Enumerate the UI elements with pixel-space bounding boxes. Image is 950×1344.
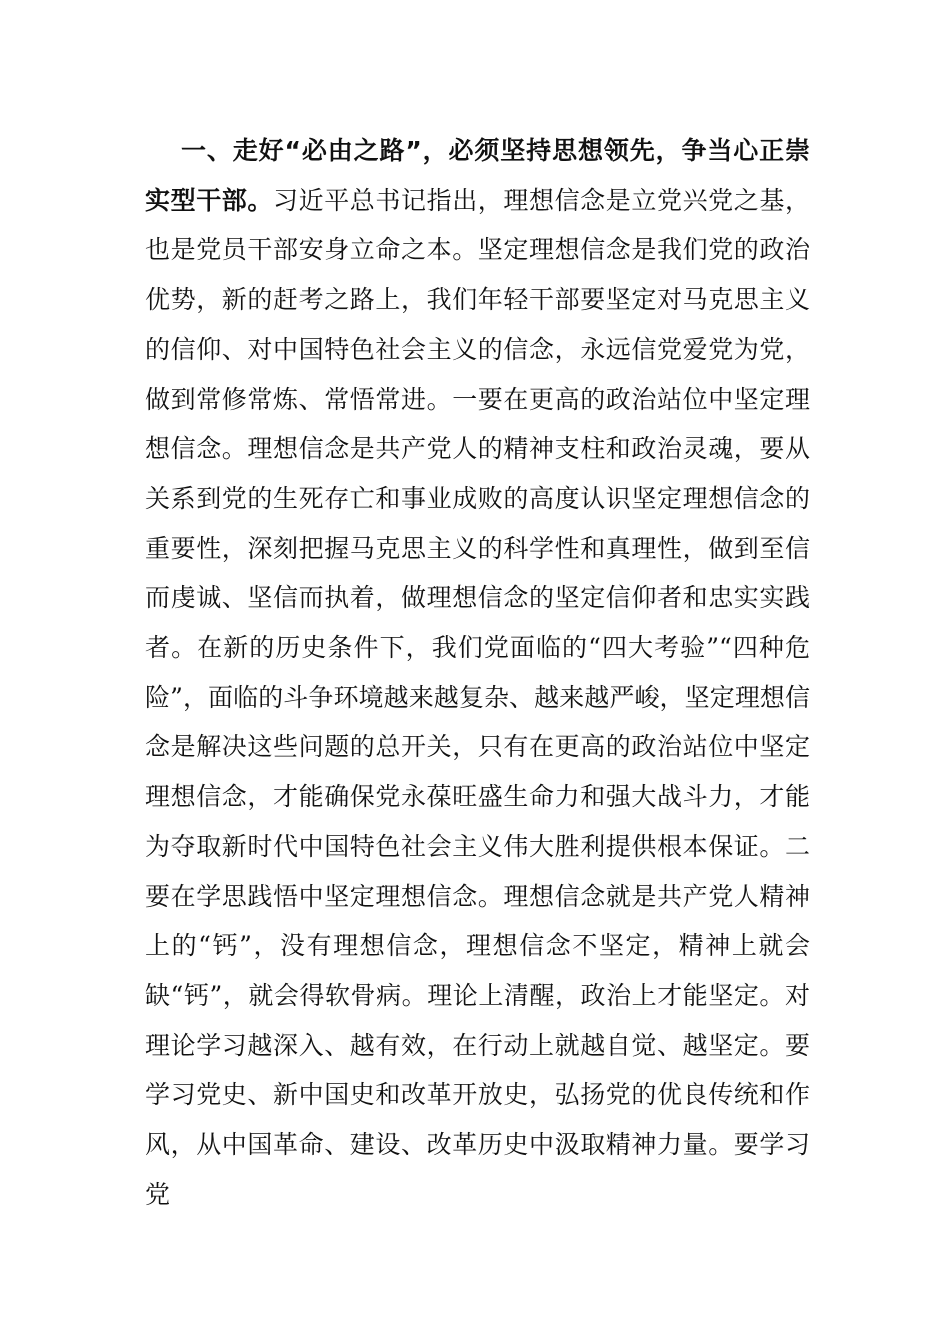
- section-heading: 一、走好“必由之路”，必须坚持思想领先，争当心正崇实型干部。: [145, 136, 810, 215]
- paragraph-text: 习近平总书记指出，理想信念是立党兴党之基，也是党员干部安身立命之本。坚定理想信念是我们党的政治优势，新的赶考之路上，我们年轻干部要坚定对马克思主义的信仰、对中国特色社会主义的信念，永远信党爱党为党，做到常修常炼、常悟常进。一要在更高的政治站位中坚定理想信念。理想信念是共产党人的精神支柱和政治灵魂，要从关系到党的生死存亡和事业成败的高度认识坚定理想信念的重要性，深刻把握马克思主义的科学性和真理性，做到至信而虔诚、坚信而执着，做理想信念的坚定信仰者和忠实实践者。在新的历史条件下，我们党面临的“四大考验”“四种危险”，面临的斗争环境越来越复杂、越来越严峻，坚定理想信念是解决这些问题的总开关，只有在更高的政治站位中坚定理想信念，才能确保党永葆旺盛生命力和强大战斗力，才能为夺取新时代中国特色社会主义伟大胜利提供根本保证。二要在学思践悟中坚定理想信念。理想信念就是共产党人精神上的“钙”，没有理想信念，理想信念不坚定，精神上就会缺“钙”，就会得软骨病。理论上清醒，政治上才能坚定。对理论学习越深入、越有效，在行动上就越自觉、越坚定。要学习党史、新中国史和改革开放史，弘扬党的优良传统和作风，从中国革命、建设、改革历史中汲取精神力量。要学习党: [145, 185, 810, 1209]
- body-paragraph: [145, 126, 810, 1219]
